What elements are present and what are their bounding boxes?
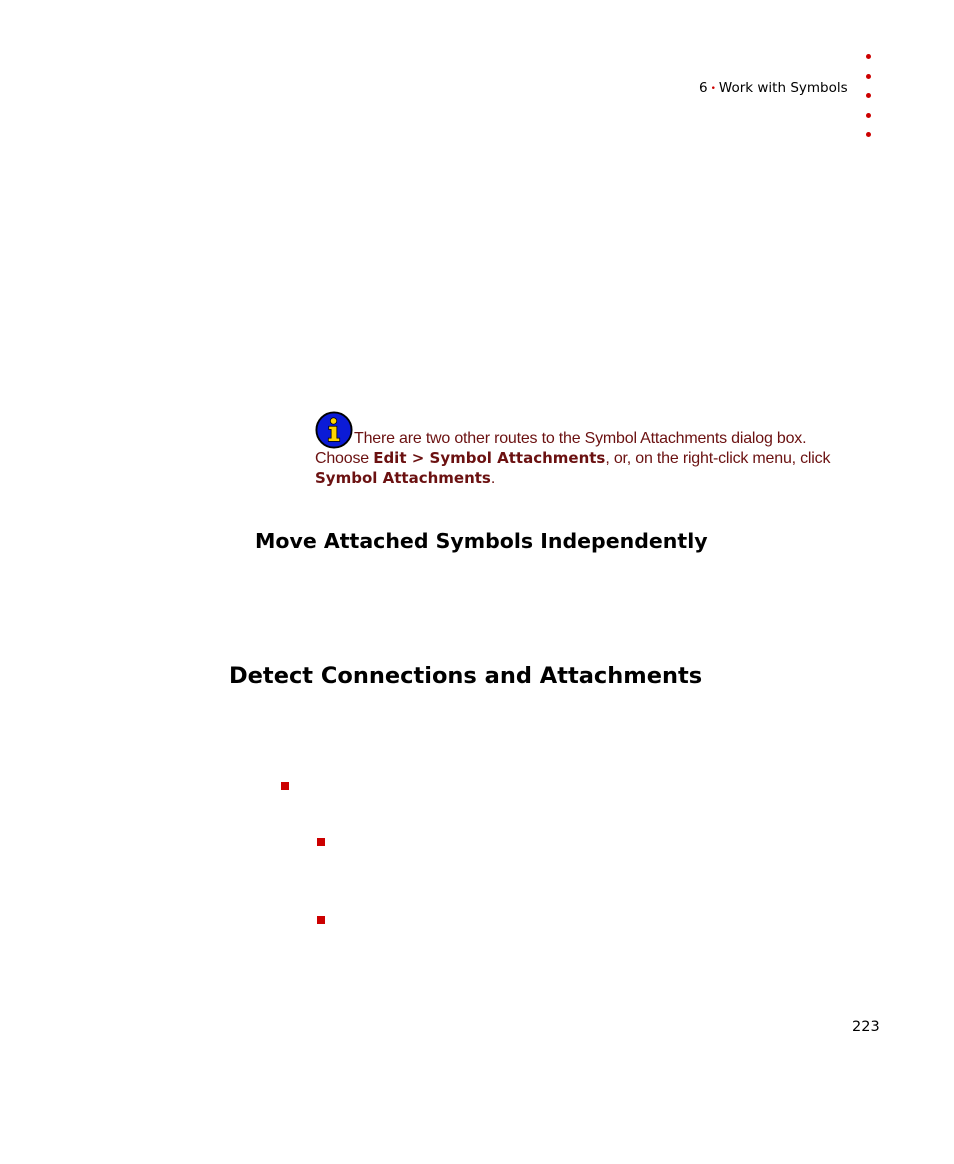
margin-dot-column	[866, 54, 872, 152]
note-text-2: , or, on the right-click menu, click	[605, 450, 831, 467]
note-menu-item: Symbol Attachments	[315, 468, 491, 487]
margin-dot	[866, 54, 871, 59]
margin-dot	[866, 74, 871, 79]
page-number: 223	[852, 1019, 880, 1035]
margin-dot	[866, 132, 871, 137]
chapter-number: 6	[699, 80, 708, 96]
chapter-title: Work with Symbols	[718, 80, 848, 96]
margin-dot	[866, 113, 871, 118]
note-text-3: .	[490, 469, 496, 487]
note-text-1: There are two other routes to the Symbol Attachments dialog box. Choose	[315, 430, 807, 467]
heading-detect-connections: Detect Connections and Attachments	[229, 663, 703, 689]
margin-dot	[866, 93, 871, 98]
info-icon	[315, 411, 353, 449]
running-header	[699, 79, 848, 98]
header-separator-dot: •	[710, 84, 716, 94]
sub-bullet-marker	[317, 916, 325, 924]
sub-bullet-marker	[317, 838, 325, 846]
info-note	[315, 411, 855, 488]
bullet-marker	[281, 782, 289, 790]
note-menu-path: Edit > Symbol Attachments	[373, 449, 606, 467]
heading-move-attached-symbols: Move Attached Symbols Independently	[255, 529, 708, 553]
